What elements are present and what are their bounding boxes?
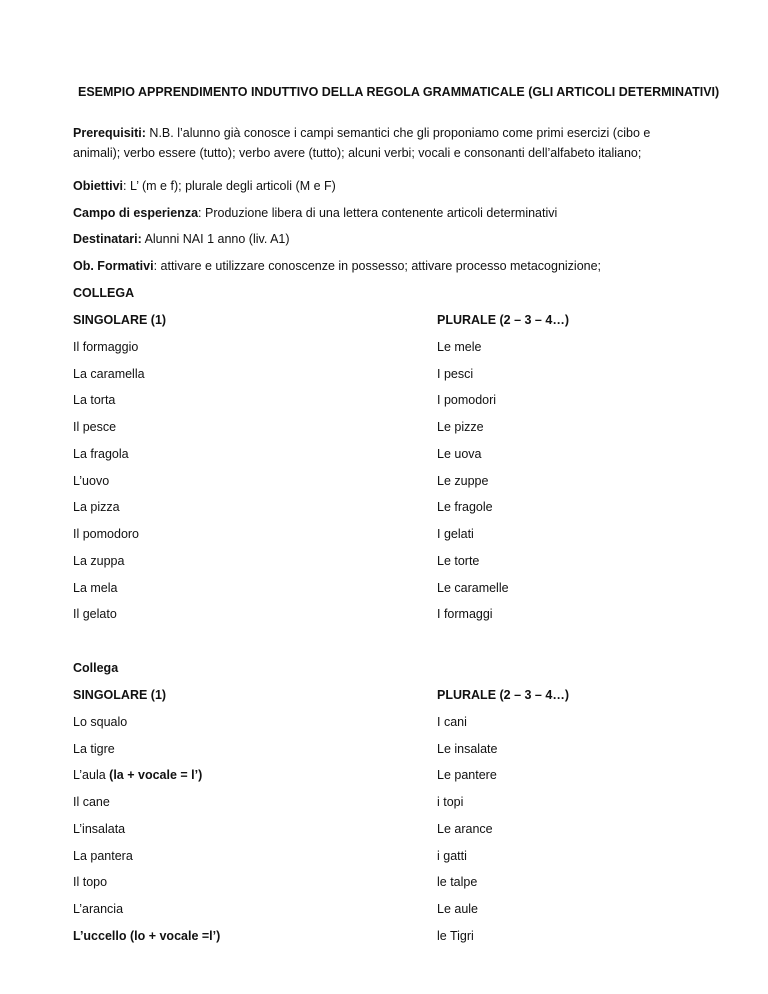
plurale-cell: I pesci	[437, 367, 474, 381]
plurale-cell: Le uova	[437, 447, 482, 461]
singolare-cell: Lo squalo	[73, 715, 128, 729]
table-row	[73, 524, 693, 544]
plurale-cell: le talpe	[437, 875, 478, 889]
document-title: ESEMPIO APPRENDIMENTO INDUTTIVO DELLA REGOLA GRAMMATICALE (GLI ARTICOLI DETERMINATIVI)	[78, 85, 720, 99]
plurale-cell: Le caramelle	[437, 581, 509, 595]
prerequisiti-paragraph	[73, 123, 693, 163]
plurale-cell: Le arance	[437, 822, 493, 836]
prerequisiti-label: Prerequisiti:	[73, 126, 146, 140]
section1-col-left: SINGOLARE (1)	[73, 313, 167, 327]
obiettivi-paragraph	[73, 176, 693, 196]
table-row	[73, 604, 693, 624]
plurale-cell: i gatti	[437, 849, 467, 863]
table-row	[73, 872, 693, 892]
obiettivi-text: : L’ (m e f); plurale degli articoli (M e F)	[123, 179, 336, 193]
destinatari-label: Destinatari:	[73, 232, 142, 246]
singolare-cell: L’arancia	[73, 902, 124, 916]
plurale-cell: Le fragole	[437, 500, 493, 514]
plurale-cell: I formaggi	[437, 607, 493, 621]
singolare-cell: L’insalata	[73, 822, 126, 836]
formativi-paragraph	[73, 256, 693, 276]
table-row	[73, 390, 693, 410]
campo-paragraph	[73, 203, 693, 223]
singolare-cell: La caramella	[73, 367, 145, 381]
table-row	[73, 765, 693, 785]
table-row	[73, 417, 693, 437]
section1-col-right: PLURALE (2 – 3 – 4…)	[437, 313, 569, 327]
singolare-cell: La pizza	[73, 500, 120, 514]
singolare-cell: Il formaggio	[73, 340, 139, 354]
singolare-cell: Il pomodoro	[73, 527, 140, 541]
plurale-cell: Le pizze	[437, 420, 484, 434]
singolare-cell: Il pesce	[73, 420, 117, 434]
formativi-label: Ob. Formativi	[73, 259, 154, 273]
formativi-text: : attivare e utilizzare conoscenze in possesso; attivare processo metacognizione;	[153, 259, 602, 273]
singolare-cell: Il topo	[73, 875, 108, 889]
plurale-cell: i topi	[437, 795, 464, 809]
plurale-cell: I gelati	[437, 527, 474, 541]
prerequisiti-text: N.B. l’alunno già conosce i campi semantici che gli proponiamo come primi esercizi (cibo e animali); verbo essere (tutto); verbo avere (tutto); alcuni verbi; vocali e consonanti dell’alfabeto italiano;	[73, 126, 651, 160]
singolare-cell: Il gelato	[73, 607, 117, 621]
table-row	[73, 337, 693, 357]
table-row	[73, 471, 693, 491]
section2-heading: Collega	[73, 661, 119, 675]
table-row	[73, 926, 693, 946]
table-row	[73, 899, 693, 919]
plurale-cell: I pomodori	[437, 393, 497, 407]
plurale-cell: Le aule	[437, 902, 479, 916]
section2-col-left: SINGOLARE (1)	[73, 688, 167, 702]
plurale-cell: I cani	[437, 715, 467, 729]
campo-label: Campo di esperienza	[73, 206, 199, 220]
singolare-cell: La zuppa	[73, 554, 125, 568]
table-row	[73, 739, 693, 759]
plurale-cell: le Tigri	[437, 929, 474, 943]
singolare-cell: La torta	[73, 393, 116, 407]
plurale-cell: Le pantere	[437, 768, 497, 782]
section1-header-row	[73, 310, 693, 330]
table-row	[73, 792, 693, 812]
section2-header-row	[73, 685, 693, 705]
singolare-cell-with-note	[73, 765, 202, 785]
campo-text: : Produzione libera di una lettera contenente articoli determinativi	[198, 206, 558, 220]
singolare-cell: L’uovo	[73, 474, 110, 488]
singolare-cell: L’aula	[73, 768, 106, 782]
table-row	[73, 819, 693, 839]
singolare-cell: La tigre	[73, 742, 115, 756]
obiettivi-label: Obiettivi	[73, 179, 124, 193]
table-row	[73, 712, 693, 732]
singolare-cell: La pantera	[73, 849, 133, 863]
singolare-cell: La mela	[73, 581, 118, 595]
section1-heading: COLLEGA	[73, 286, 135, 300]
singolare-cell: La fragola	[73, 447, 129, 461]
section2-col-right: PLURALE (2 – 3 – 4…)	[437, 688, 569, 702]
table-row	[73, 578, 693, 598]
table-row	[73, 497, 693, 517]
destinatari-text: Alunni NAI 1 anno (liv. A1)	[141, 232, 290, 246]
aula-rule-note: (la + vocale = l’)	[105, 768, 203, 782]
table-row	[73, 364, 693, 384]
table-row	[73, 444, 693, 464]
singolare-cell: L’uccello (lo + vocale =l’)	[73, 929, 221, 943]
destinatari-paragraph	[73, 229, 693, 249]
plurale-cell: Le mele	[437, 340, 482, 354]
table-row	[73, 846, 693, 866]
singolare-cell: Il cane	[73, 795, 110, 809]
plurale-cell: Le insalate	[437, 742, 498, 756]
table-row	[73, 551, 693, 571]
plurale-cell: Le torte	[437, 554, 480, 568]
plurale-cell: Le zuppe	[437, 474, 489, 488]
